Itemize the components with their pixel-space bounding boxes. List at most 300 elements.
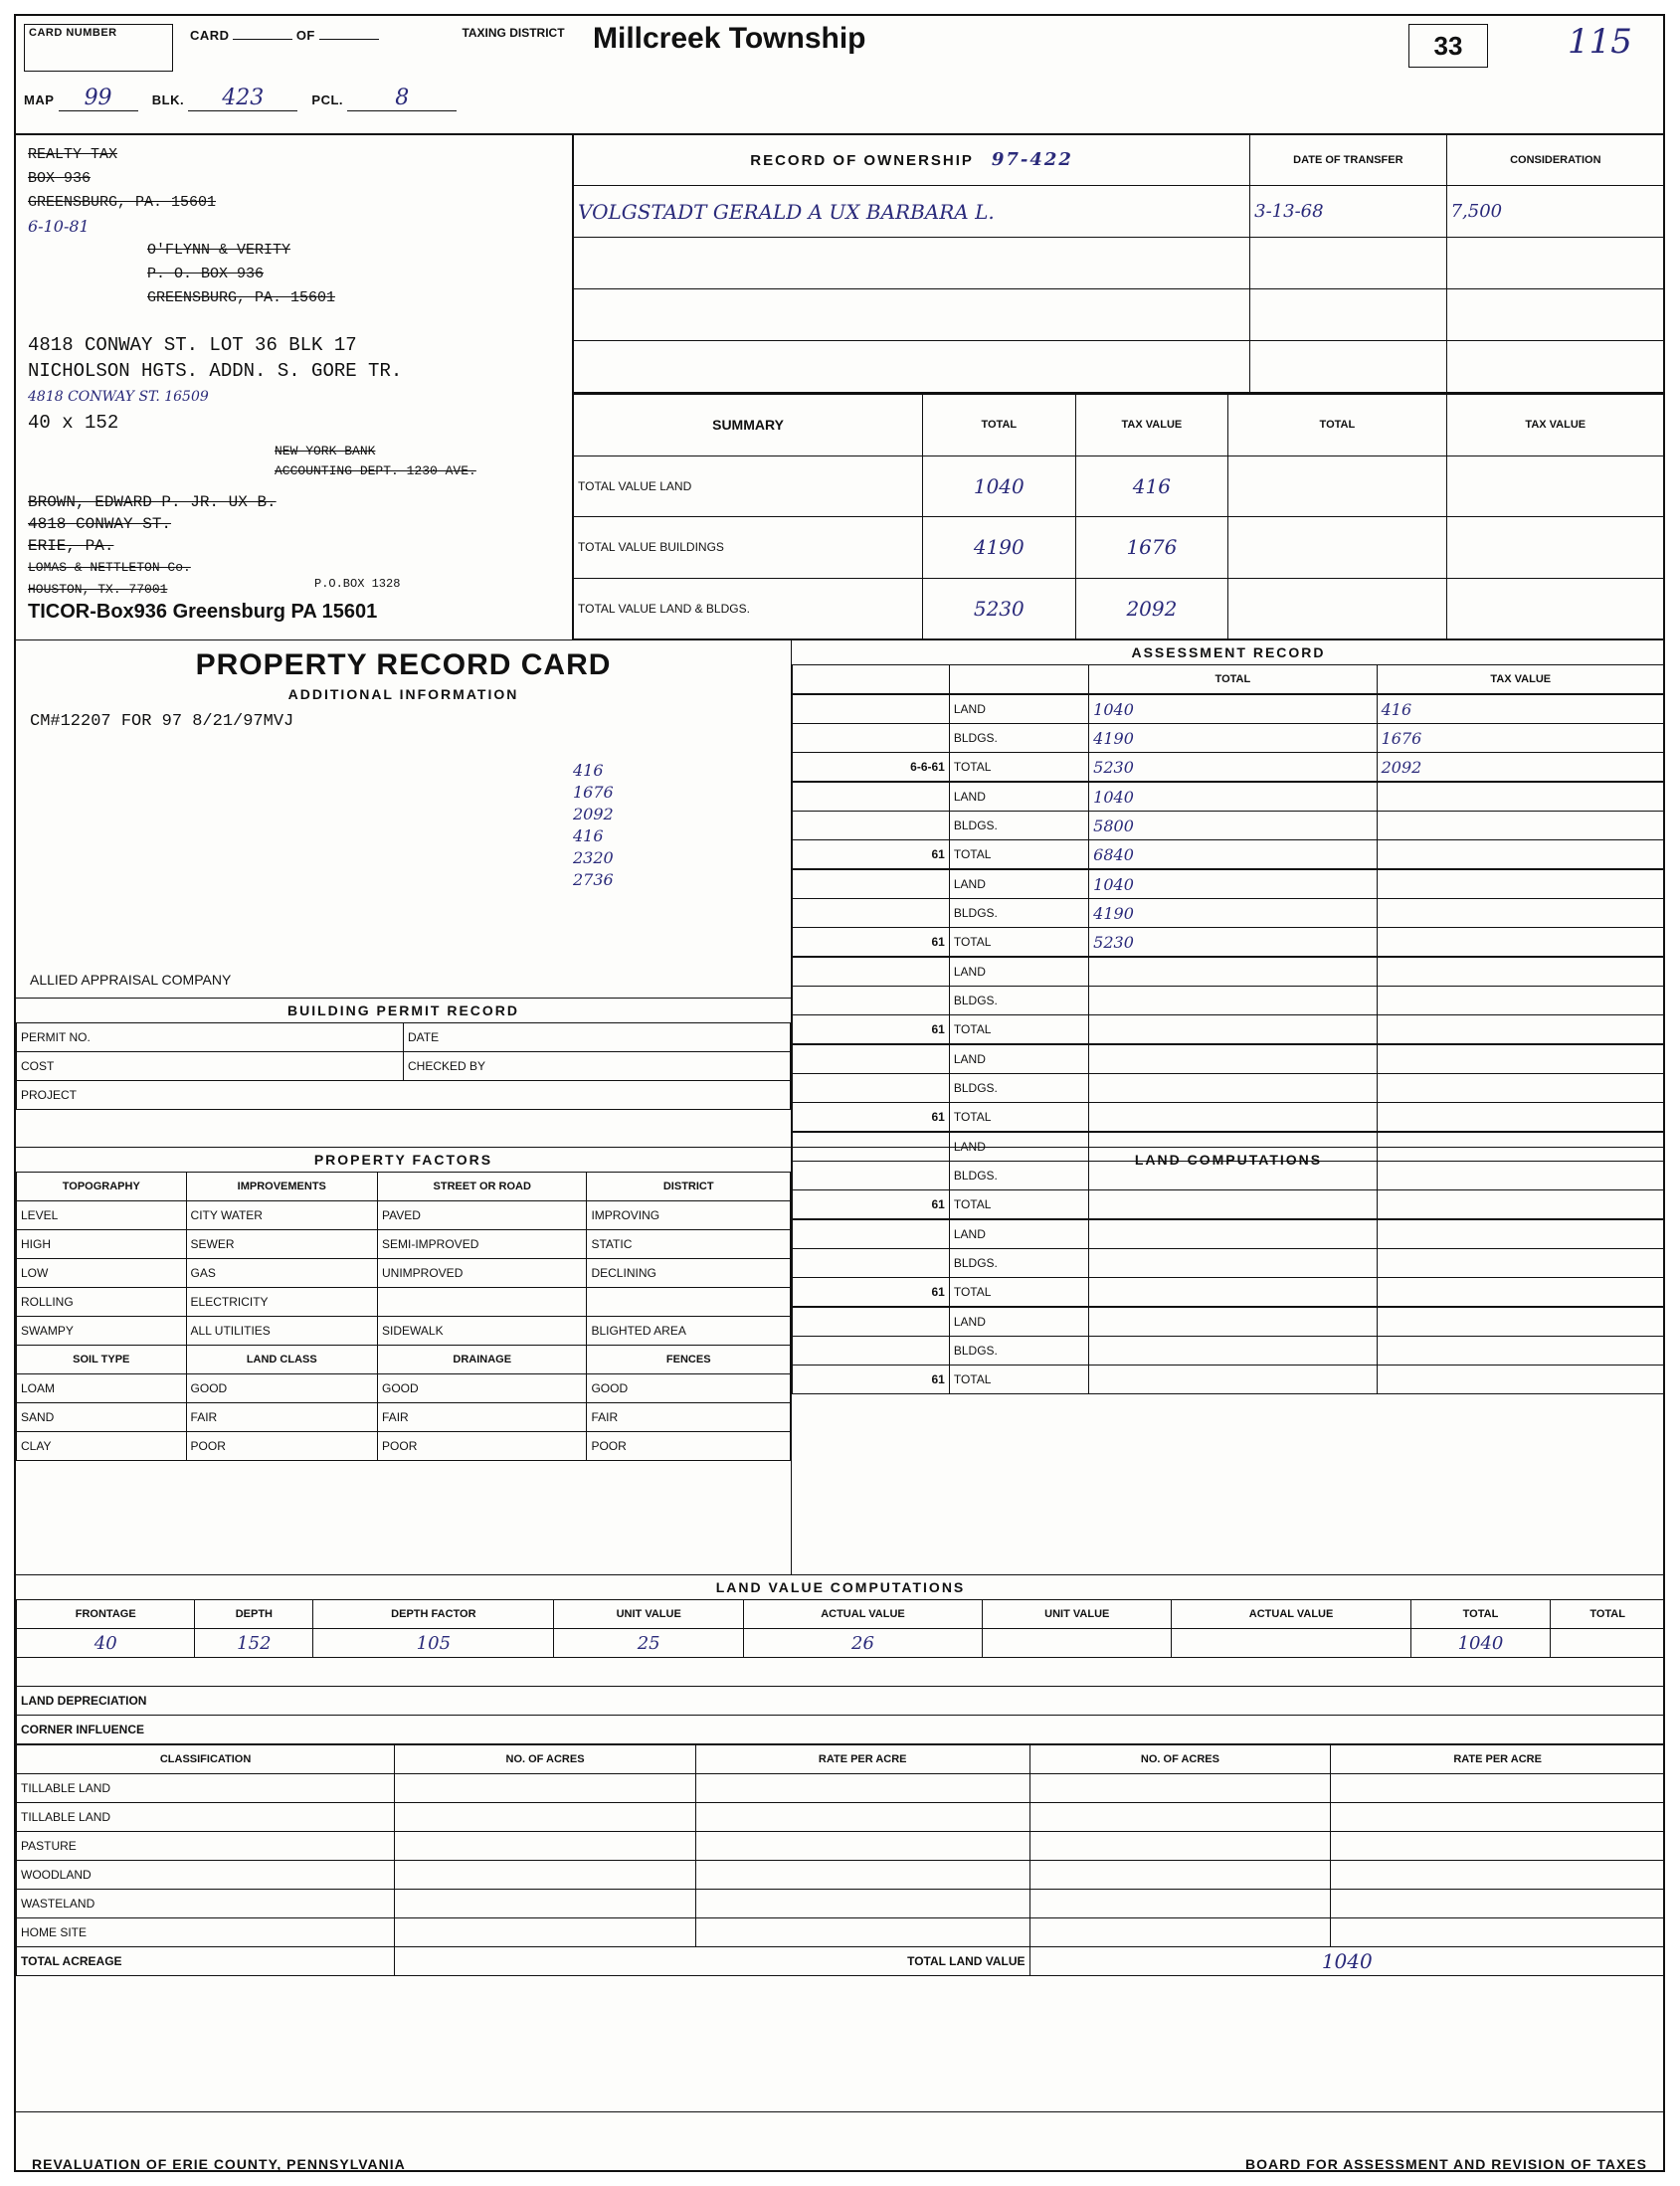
date-of-transfer-header: DATE OF TRANSFER: [1250, 134, 1446, 186]
property-factors-section: [16, 1148, 792, 1575]
assessment-group: [792, 782, 1665, 869]
additional-info-title: ADDITIONAL INFORMATION: [287, 686, 519, 702]
acre-cell: [1029, 1774, 1331, 1803]
factor-cell: SEWER: [186, 1230, 377, 1259]
assessment-row-label: BLDGS.: [949, 1249, 1088, 1278]
pencil-value: 416: [573, 826, 604, 845]
summary-label: TOTAL VALUE LAND: [574, 455, 923, 517]
summary-empty: [1446, 517, 1664, 579]
struck-line: LOMAS & NETTLETON Co.: [28, 560, 191, 575]
permit-checked-by-label: CHECKED BY: [404, 1052, 791, 1081]
factor-cell: HIGH: [17, 1230, 187, 1259]
assessment-year-empty: [793, 724, 950, 753]
assessment-tax-value: [1377, 928, 1664, 957]
assessment-year-empty: [793, 870, 950, 899]
assessment-year-empty: [793, 695, 950, 724]
transfer-date: [1250, 341, 1446, 393]
acre-classification: TILLABLE LAND: [17, 1774, 395, 1803]
assessment-row-label: LAND: [949, 958, 1088, 987]
map-block-parcel: [24, 86, 457, 111]
acre-header-row: [17, 1745, 1665, 1774]
consideration: [1446, 238, 1664, 289]
assessment-total-header: TOTAL: [1089, 665, 1377, 694]
assessment-value: [1089, 1015, 1377, 1044]
assessment-row: [793, 1103, 1665, 1132]
of-label: OF: [295, 28, 315, 43]
acre-cell: [395, 1832, 696, 1861]
assessment-tax-value: [1377, 958, 1664, 987]
factor-row: [17, 1288, 791, 1317]
ownership-ref: 97-422: [991, 149, 1073, 170]
assessment-row-label: LAND: [949, 1045, 1088, 1074]
assessment-title: ASSESSMENT RECORD: [1131, 644, 1326, 660]
acre-cell: [695, 1861, 1029, 1890]
assessment-year: 61: [793, 1278, 950, 1307]
factor-cell: FAIR: [378, 1403, 587, 1432]
assessment-row: [793, 812, 1665, 840]
assessment-row-label: TOTAL: [949, 840, 1088, 869]
summary-empty: [1446, 578, 1664, 639]
land-value-header: UNIT VALUE: [983, 1600, 1172, 1629]
acre-row: [17, 1832, 1665, 1861]
factor-rows-2: [17, 1374, 791, 1461]
pencil-value: 1676: [573, 783, 614, 802]
acre-row: [17, 1918, 1665, 1947]
summary-total: 4190: [923, 517, 1076, 579]
acre-cell: [395, 1774, 696, 1803]
assessment-year-empty: [793, 1045, 950, 1074]
land-value-cell: 152: [195, 1629, 313, 1658]
land-computations-box: [792, 1148, 1665, 1575]
card-number-label: CARD NUMBER: [29, 27, 117, 39]
factor-row: [17, 1259, 791, 1288]
land-value-section: [16, 1575, 1665, 2112]
consideration-header: CONSIDERATION: [1446, 134, 1664, 186]
ownership-title-cell: [574, 134, 1250, 186]
summary-title: SUMMARY: [574, 395, 923, 456]
footer-left: REVALUATION OF ERIE COUNTY, PENNSYLVANIA: [32, 2156, 406, 2172]
factor-row: [17, 1432, 791, 1461]
summary-empty: [1446, 455, 1664, 517]
assessment-row-label: TOTAL: [949, 1278, 1088, 1307]
acre-cell: [395, 1890, 696, 1918]
land-value-row: [17, 1629, 1665, 1658]
acre-header: RATE PER ACRE: [695, 1745, 1029, 1774]
blk-value: 423: [188, 86, 297, 111]
assessment-row: [793, 1015, 1665, 1044]
assessment-row: [793, 928, 1665, 957]
factor-cell: ALL UTILITIES: [186, 1317, 377, 1346]
factor-cell: POOR: [186, 1432, 377, 1461]
pencil-values: [573, 760, 614, 891]
assessment-year-empty: [793, 1074, 950, 1103]
factor-cell: LOW: [17, 1259, 187, 1288]
summary-tax2-header: TAX VALUE: [1446, 395, 1664, 456]
struck-line: ACCOUNTING DEPT. 1230 AVE.: [275, 463, 476, 478]
assessment-year: 61: [793, 1103, 950, 1132]
property-description: [28, 332, 402, 436]
card-header: [16, 16, 1663, 135]
building-permit-section: [16, 999, 792, 1148]
factor-cell: POOR: [587, 1432, 791, 1461]
factor-cell: CITY WATER: [186, 1201, 377, 1230]
assessment-value: [1089, 1045, 1377, 1074]
assessment-group: [792, 869, 1665, 957]
summary-total: 1040: [923, 455, 1076, 517]
acre-cell: [1029, 1918, 1331, 1947]
acre-row: [17, 1774, 1665, 1803]
assessment-group: [792, 1044, 1665, 1132]
assessment-tax-value: [1377, 899, 1664, 928]
acre-cell: [395, 1803, 696, 1832]
acre-cell: [1029, 1890, 1331, 1918]
assessment-year: 61: [793, 928, 950, 957]
po-box: P.O.BOX 1328: [314, 577, 401, 591]
permit-no-label: PERMIT NO.: [17, 1023, 404, 1052]
land-value-cell: [983, 1629, 1172, 1658]
assessment-group: [792, 957, 1665, 1044]
factor-cell: SEMI-IMPROVED: [378, 1230, 587, 1259]
assessment-year-empty: [793, 958, 950, 987]
assessment-year: 6-6-61: [793, 753, 950, 782]
summary-label: TOTAL VALUE BUILDINGS: [574, 517, 923, 579]
summary-total: 5230: [923, 578, 1076, 639]
acre-cell: [1029, 1832, 1331, 1861]
building-permit-title: BUILDING PERMIT RECORD: [287, 1002, 519, 1018]
assessment-value: 5800: [1089, 812, 1377, 840]
assessment-value: 5230: [1089, 753, 1377, 782]
assessment-tax-value: [1377, 783, 1664, 812]
assessment-year: 61: [793, 1015, 950, 1044]
acre-cell: [1331, 1774, 1665, 1803]
acre-classification: HOME SITE: [17, 1918, 395, 1947]
struck-line: HOUSTON, TX. 77001: [28, 582, 168, 597]
acre-row: [17, 1861, 1665, 1890]
assessment-row-label: BLDGS.: [949, 1162, 1088, 1190]
summary-label: TOTAL VALUE LAND & BLDGS.: [574, 578, 923, 639]
card-box-number: 33: [1408, 24, 1488, 68]
acre-cell: [695, 1774, 1029, 1803]
owner-name: VOLGSTADT GERALD A UX BARBARA L.: [574, 186, 1250, 238]
ticor-line: TICOR-Box936 Greensburg PA 15601: [28, 601, 378, 623]
assessment-row: [793, 724, 1665, 753]
assessment-row: [793, 987, 1665, 1015]
acre-row: [17, 1890, 1665, 1918]
assessment-row-label: TOTAL: [949, 1190, 1088, 1219]
summary-tax: 416: [1075, 455, 1228, 517]
land-value-header: UNIT VALUE: [554, 1600, 743, 1629]
struck-line: ERIE, PA.: [28, 537, 114, 555]
assessment-year: 61: [793, 840, 950, 869]
factor-cell: GAS: [186, 1259, 377, 1288]
summary-empty: [1228, 578, 1446, 639]
factor-header: SOIL TYPE: [17, 1346, 187, 1374]
card-number-box: [24, 24, 173, 72]
factor-header: LAND CLASS: [186, 1346, 377, 1374]
factor-cell: STATIC: [587, 1230, 791, 1259]
transfer-date: 3-13-68: [1250, 186, 1446, 238]
land-value-title: LAND VALUE COMPUTATIONS: [715, 1579, 966, 1595]
corner-number: 115: [1568, 22, 1632, 62]
acre-cell: [1331, 1918, 1665, 1947]
assessment-row: [793, 899, 1665, 928]
summary-section: [573, 394, 1665, 640]
land-value-header: DEPTH: [195, 1600, 313, 1629]
property-line: 40 x 152: [28, 412, 119, 434]
assessment-row-label: LAND: [949, 1133, 1088, 1162]
assessment-row-label: BLDGS.: [949, 899, 1088, 928]
land-value-cell: 105: [313, 1629, 554, 1658]
factor-cell: SAND: [17, 1403, 187, 1432]
acre-cell: [695, 1832, 1029, 1861]
assessment-tax-value: [1377, 1045, 1664, 1074]
acre-header: NO. OF ACRES: [1029, 1745, 1331, 1774]
ownership-row: [574, 289, 1665, 341]
assessment-row-label: LAND: [949, 783, 1088, 812]
assessment-tax-value: [1377, 1074, 1664, 1103]
factor-row: [17, 1317, 791, 1346]
blk-label: BLK.: [151, 92, 185, 107]
owner-address-block: [16, 133, 573, 640]
factor-cell: ROLLING: [17, 1288, 187, 1317]
assessment-year-empty: [793, 987, 950, 1015]
pencil-value: 2092: [573, 805, 614, 823]
total-land-value-amount: 1040: [1029, 1947, 1664, 1976]
factor-cell: GOOD: [186, 1374, 377, 1403]
assessment-year-empty: [793, 899, 950, 928]
assessment-tax-value: [1377, 1015, 1664, 1044]
factor-row: [17, 1374, 791, 1403]
factor-cell: IMPROVING: [587, 1201, 791, 1230]
land-value-header-row: [17, 1600, 1665, 1629]
struck-line: NEW YORK BANK: [275, 444, 376, 458]
land-value-header: ACTUAL VALUE: [743, 1600, 982, 1629]
assessment-row: [793, 840, 1665, 869]
card-of-field: [190, 28, 379, 43]
record-of-ownership: [573, 133, 1665, 394]
acre-cell: [395, 1861, 696, 1890]
assessment-value: [1089, 958, 1377, 987]
acre-header: RATE PER ACRE: [1331, 1745, 1665, 1774]
acre-rows: [17, 1774, 1665, 1947]
land-value-cell: [1551, 1629, 1665, 1658]
property-record-card: [14, 14, 1665, 2172]
ownership-row: [574, 341, 1665, 393]
assessment-value: 6840: [1089, 840, 1377, 869]
factor-header: DRAINAGE: [378, 1346, 587, 1374]
taxing-district-label: TAXING DISTRICT: [462, 26, 565, 40]
summary-total2-header: TOTAL: [1228, 395, 1446, 456]
factor-cell: FAIR: [186, 1403, 377, 1432]
factor-cell: GOOD: [378, 1374, 587, 1403]
assessment-row-label: TOTAL: [949, 753, 1088, 782]
land-depreciation-label: LAND DEPRECIATION: [17, 1687, 1665, 1716]
assessment-year-empty: [793, 783, 950, 812]
assessment-tax-value: [1377, 870, 1664, 899]
factor-row: [17, 1403, 791, 1432]
factor-cell: POOR: [378, 1432, 587, 1461]
assessment-tax-value: 1676: [1377, 724, 1664, 753]
summary-empty: [1228, 517, 1446, 579]
factor-cell: LEVEL: [17, 1201, 187, 1230]
land-value-cell: 40: [17, 1629, 195, 1658]
factor-cell: [378, 1288, 587, 1317]
summary-tax: 2092: [1075, 578, 1228, 639]
permit-cost-label: COST: [17, 1052, 404, 1081]
factor-cell: FAIR: [587, 1403, 791, 1432]
assessment-year-header: [793, 665, 950, 694]
land-value-cell: 1040: [1410, 1629, 1551, 1658]
factor-header: DISTRICT: [587, 1173, 791, 1201]
factor-cell: SIDEWALK: [378, 1317, 587, 1346]
owner-name: [574, 341, 1250, 393]
land-value-cell: 26: [743, 1629, 982, 1658]
summary-row: [574, 517, 1665, 579]
property-record-card-title: PROPERTY RECORD CARD: [195, 648, 612, 681]
appraisal-company: ALLIED APPRAISAL COMPANY: [30, 972, 232, 988]
factor-header: STREET OR ROAD: [378, 1173, 587, 1201]
assessment-value: [1089, 987, 1377, 1015]
assessment-row-label: BLDGS.: [949, 987, 1088, 1015]
assessment-value: 5230: [1089, 928, 1377, 957]
assessment-row-label: TOTAL: [949, 1015, 1088, 1044]
land-value-empty-row: [17, 1658, 1665, 1687]
assessment-row: [793, 958, 1665, 987]
acre-cell: [1029, 1803, 1331, 1832]
assessment-row-label: LAND: [949, 870, 1088, 899]
total-acreage-label: TOTAL ACREAGE: [17, 1947, 395, 1976]
factor-row: [17, 1230, 791, 1259]
additional-info-line: CM#12207 FOR 97 8/21/97MVJ: [30, 712, 294, 731]
assessment-label-header: [949, 665, 1088, 694]
assessment-value: 4190: [1089, 724, 1377, 753]
acre-cell: [695, 1890, 1029, 1918]
assessment-year-empty: [793, 812, 950, 840]
map-label: MAP: [24, 92, 55, 107]
acre-classification: TILLABLE LAND: [17, 1803, 395, 1832]
factor-rows: [17, 1201, 791, 1346]
transfer-date: [1250, 289, 1446, 341]
assessment-tax-value: 2092: [1377, 753, 1664, 782]
pencil-value: 416: [573, 761, 604, 780]
assessment-tax-value: [1377, 987, 1664, 1015]
of-value: [319, 39, 379, 40]
factor-header: TOPOGRAPHY: [17, 1173, 187, 1201]
card-value: [233, 39, 292, 40]
corner-influence-label: CORNER INFLUENCE: [17, 1716, 1665, 1744]
assessment-tax-value: [1377, 812, 1664, 840]
acre-header: NO. OF ACRES: [395, 1745, 696, 1774]
factor-cell: ELECTRICITY: [186, 1288, 377, 1317]
acre-cell: [1331, 1803, 1665, 1832]
permit-project-label: PROJECT: [17, 1081, 791, 1110]
assessment-row-label: BLDGS.: [949, 1337, 1088, 1366]
assessment-row: [793, 1074, 1665, 1103]
acre-classification: PASTURE: [17, 1832, 395, 1861]
factor-cell: LOAM: [17, 1374, 187, 1403]
factor-cell: CLAY: [17, 1432, 187, 1461]
summary-tax-header: TAX VALUE: [1075, 395, 1228, 456]
assessment-row: [793, 695, 1665, 724]
acre-row: [17, 1803, 1665, 1832]
assessment-row-label: TOTAL: [949, 928, 1088, 957]
struck-owner-lines: [28, 143, 335, 310]
factor-cell: SWAMPY: [17, 1317, 187, 1346]
assessment-year: 61: [793, 1190, 950, 1219]
factor-row: [17, 1201, 791, 1230]
assessment-row-label: BLDGS.: [949, 724, 1088, 753]
ownership-title: RECORD OF OWNERSHIP: [750, 152, 974, 169]
permit-date-label: DATE: [404, 1023, 791, 1052]
assessment-group: [792, 694, 1665, 782]
land-value-header: FRONTAGE: [17, 1600, 195, 1629]
taxing-district-value: Millcreek Township: [593, 22, 866, 55]
land-value-header: TOTAL: [1410, 1600, 1551, 1629]
assessment-row-label: BLDGS.: [949, 1074, 1088, 1103]
summary-empty: [1228, 455, 1446, 517]
property-factors-title: PROPERTY FACTORS: [313, 1152, 493, 1168]
handwritten-address: 4818 CONWAY ST. 16509: [28, 389, 209, 405]
struck-line: BROWN, EDWARD P. JR. UX B.: [28, 493, 277, 511]
owner-name: [574, 238, 1250, 289]
additional-info-section: [16, 640, 792, 999]
assessment-row-label: LAND: [949, 1308, 1088, 1337]
assessment-tax-value: [1377, 840, 1664, 869]
assessment-value: 1040: [1089, 695, 1377, 724]
property-line: 4818 CONWAY ST. LOT 36 BLK 17: [28, 334, 357, 356]
struck-line: 4818 CONWAY ST.: [28, 515, 172, 533]
acre-cell: [1331, 1890, 1665, 1918]
factor-cell: GOOD: [587, 1374, 791, 1403]
assessment-tax-value: 416: [1377, 695, 1664, 724]
assessment-row: [793, 753, 1665, 782]
struck-line: GREENSBURG, PA. 15601: [147, 289, 336, 306]
pencil-value: 2736: [573, 870, 614, 889]
owner-name: [574, 289, 1250, 341]
ownership-row: [574, 186, 1665, 238]
assessment-row-label: LAND: [949, 1220, 1088, 1249]
handwritten-date: 6-10-81: [28, 217, 90, 236]
factor-header: IMPROVEMENTS: [186, 1173, 377, 1201]
summary-row: [574, 578, 1665, 639]
consideration: [1446, 289, 1664, 341]
pcl-label: PCL.: [311, 92, 344, 107]
struck-line: BOX 936: [28, 170, 92, 187]
struck-line: P. O. BOX 936: [147, 266, 265, 282]
consideration: 7,500: [1446, 186, 1664, 238]
assessment-value: [1089, 1074, 1377, 1103]
struck-line: O'FLYNN & VERITY: [147, 242, 291, 259]
land-value-header: TOTAL: [1551, 1600, 1665, 1629]
total-land-value-label: TOTAL LAND VALUE: [395, 1947, 1029, 1976]
acre-cell: [695, 1803, 1029, 1832]
assessment-value: 1040: [1089, 870, 1377, 899]
assessment-tax-header: TAX VALUE: [1377, 665, 1664, 694]
land-value-header: DEPTH FACTOR: [313, 1600, 554, 1629]
card-label: CARD: [190, 28, 230, 43]
pencil-value: 2320: [573, 848, 614, 867]
struck-line: REALTY TAX: [28, 146, 118, 163]
factor-cell: PAVED: [378, 1201, 587, 1230]
map-value: 99: [59, 86, 138, 111]
land-value-cell: 25: [554, 1629, 743, 1658]
acre-classification: WOODLAND: [17, 1861, 395, 1890]
struck-prior-owner: [28, 491, 277, 601]
acre-classification: WASTELAND: [17, 1890, 395, 1918]
assessment-row: [793, 870, 1665, 899]
pcl-value: 8: [347, 86, 457, 111]
assessment-year: 61: [793, 1366, 950, 1394]
